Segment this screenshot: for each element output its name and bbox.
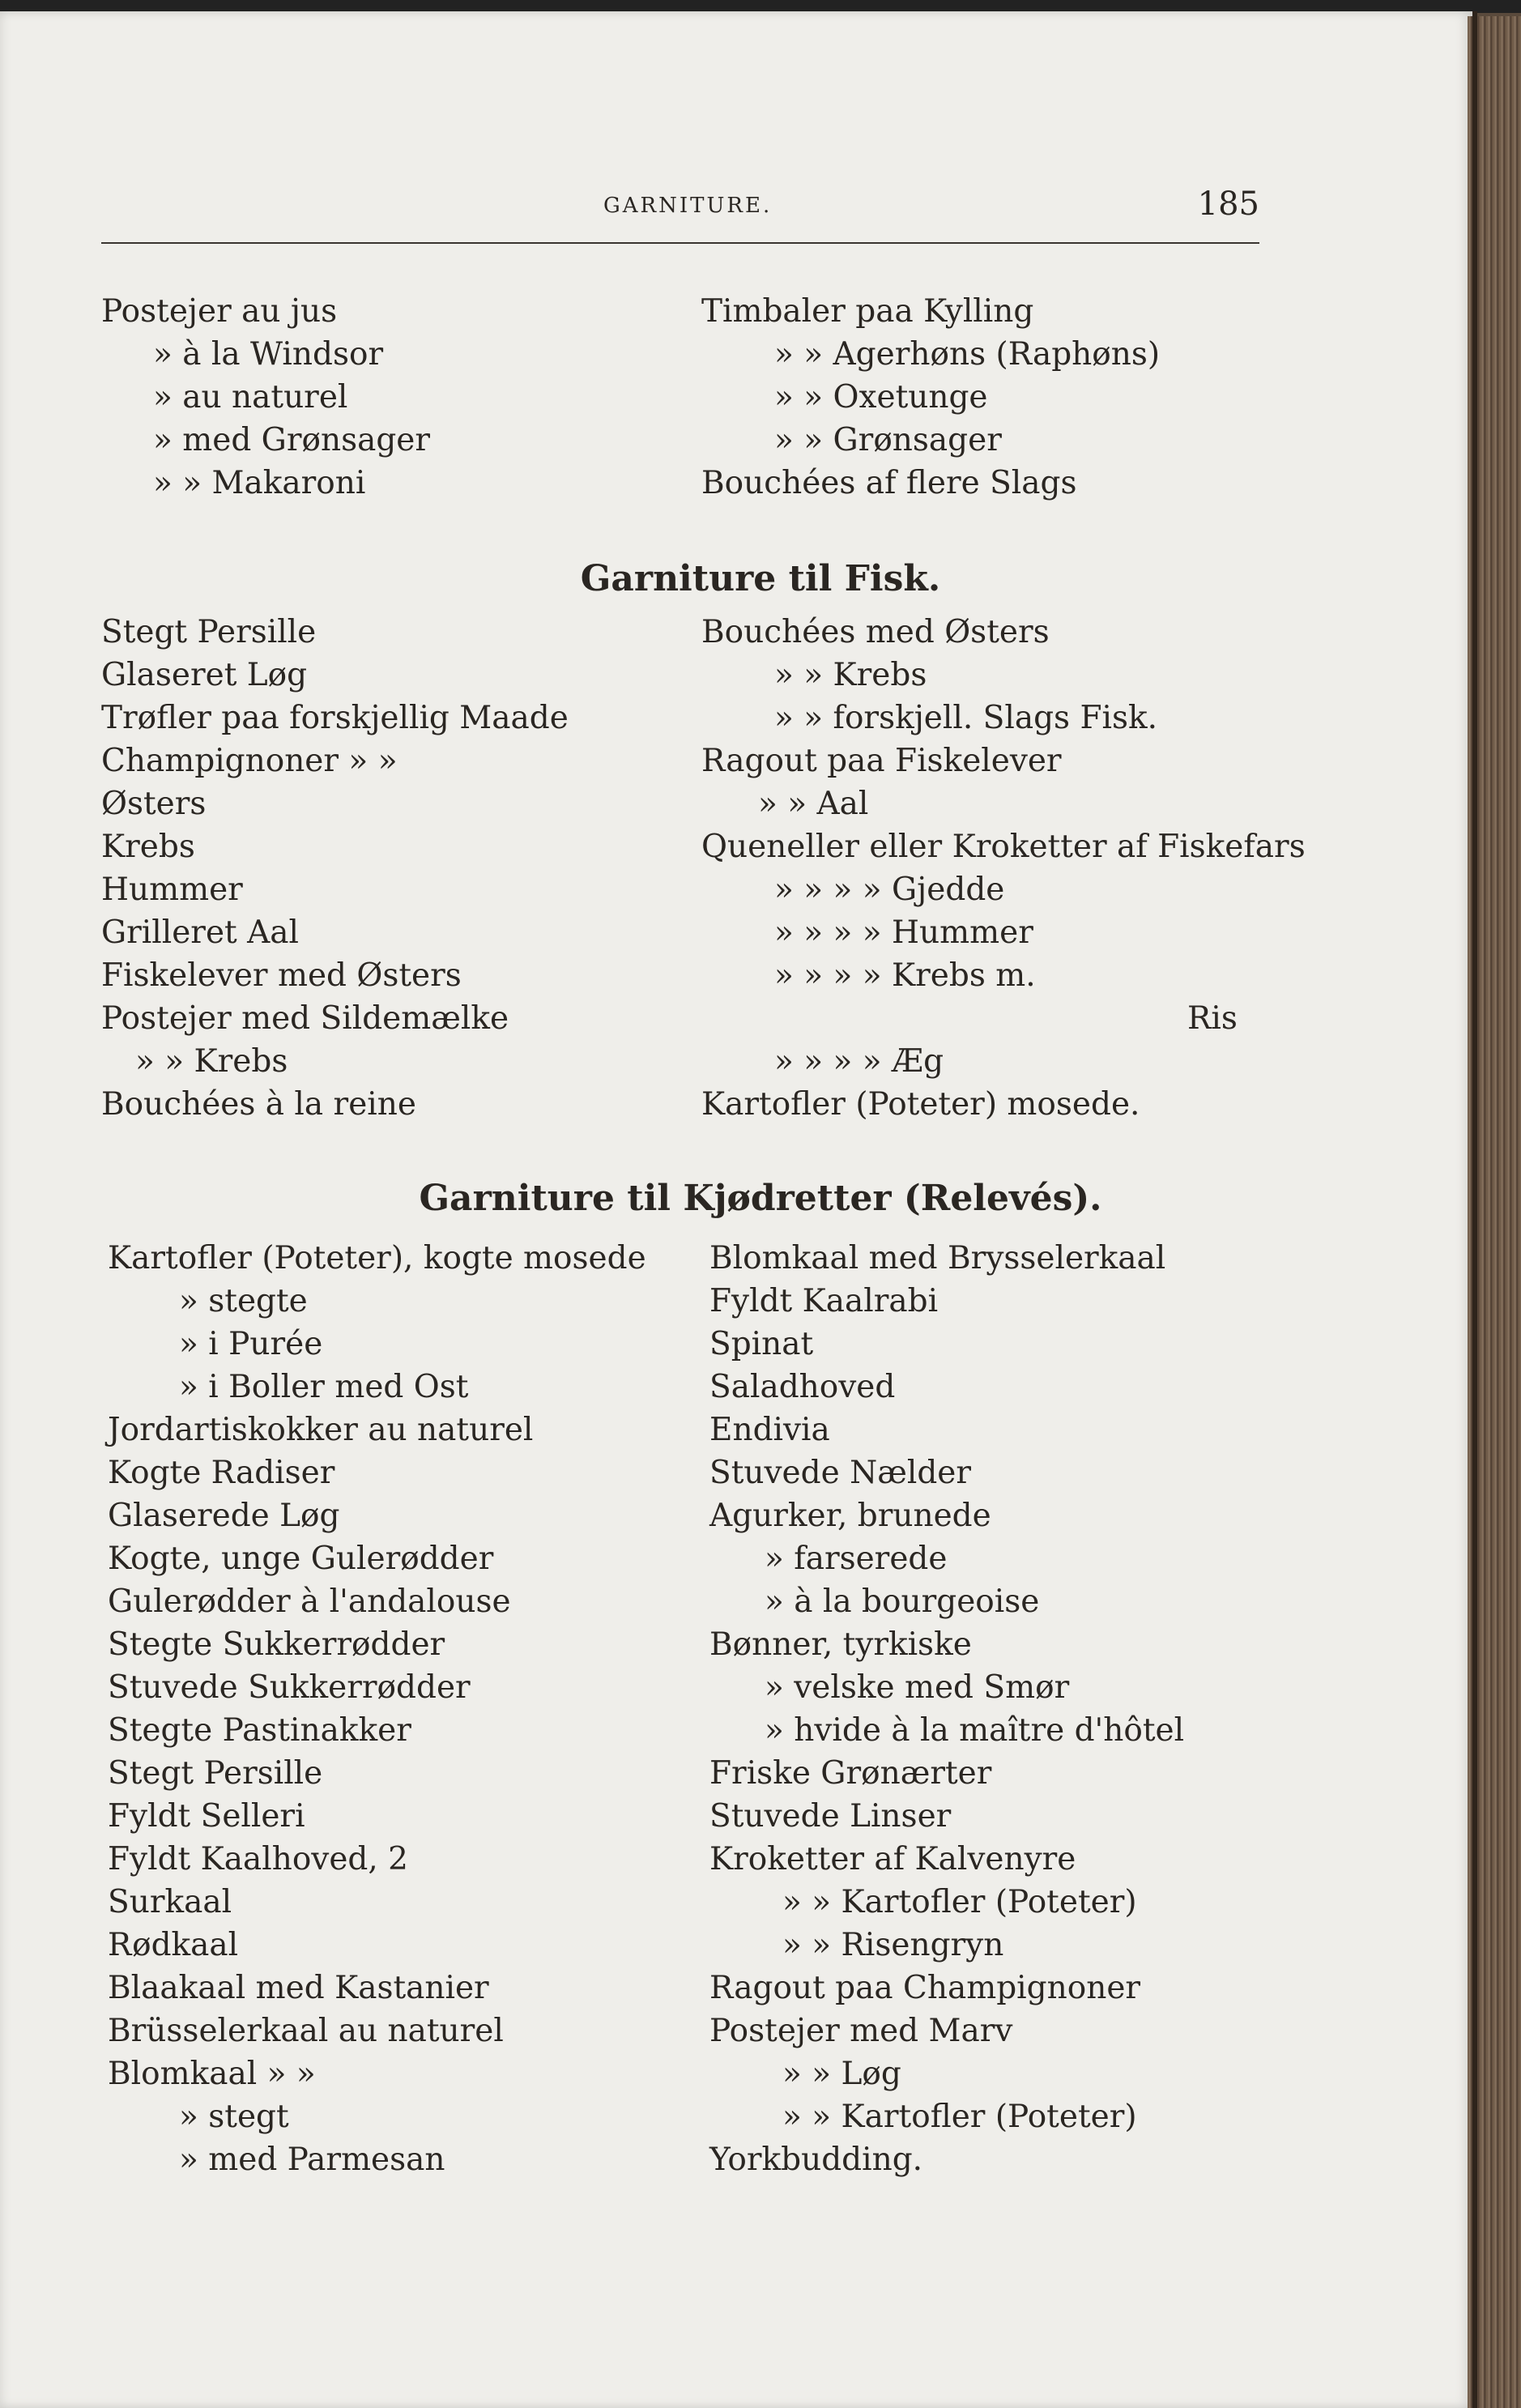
list-item: Friske Grønærter (709, 1755, 992, 1792)
list-item: » med Parmesan (179, 2142, 445, 2178)
list-item: Postejer med Sildemælke (101, 1000, 509, 1037)
list-item: Agurker, brunede (709, 1498, 991, 1534)
list-item: Østers (101, 786, 207, 822)
list-item: Stegte Pastinakker (108, 1712, 411, 1749)
list-item: Postejer au jus (101, 293, 338, 330)
list-item: » » Kartofler (Poteter) (782, 1884, 1137, 1920)
list-item: Fyldt Kaalrabi (709, 1283, 939, 1319)
list-item: Champignoner » » (101, 743, 398, 779)
section-heading-fish: Garniture til Fisk. (580, 558, 941, 599)
list-item: » » Risengryn (782, 1927, 1004, 1963)
list-item: Stegt Persille (108, 1755, 323, 1792)
list-item: Brüsselerkaal au naturel (108, 2013, 504, 2049)
section2-left-column (101, 611, 569, 1126)
list-item: Kroketter af Kalvenyre (709, 1841, 1076, 1877)
list-item: » » Makaroni (153, 465, 366, 501)
list-item: Yorkbudding. (709, 2142, 923, 2178)
section-heading-meat: Garniture til Kjødretter (Relevés). (419, 1178, 1102, 1219)
list-item: Glaserede Løg (108, 1498, 340, 1534)
list-item: » hvide à la maître d'hôtel (765, 1712, 1185, 1749)
list-item: Gulerødder à l'andalouse (108, 1583, 511, 1620)
list-item: Stuvede Linser (709, 1798, 952, 1835)
list-item: » » » » Krebs m. (774, 957, 1036, 994)
list-item: Blomkaal med Brysselerkaal (709, 1240, 1166, 1276)
list-item: Ragout paa Fiskelever (701, 743, 1062, 779)
list-item: » » Grønsager (774, 422, 1002, 458)
list-item: Stegte Sukkerrødder (108, 1626, 445, 1663)
list-item: » » » » Æg (774, 1043, 944, 1080)
list-item: » i Purée (179, 1326, 323, 1362)
list-item: Postejer med Marv (709, 2013, 1013, 2049)
list-item: » » Kartofler (Poteter) (782, 2099, 1137, 2135)
list-item: Kartofler (Poteter), kogte mosede (108, 1240, 646, 1276)
list-item: » » forskjell. Slags Fisk. (774, 700, 1158, 736)
list-item: Grilleret Aal (101, 914, 299, 951)
list-item: » à la Windsor (153, 336, 384, 373)
list-item: Ris (1187, 1000, 1238, 1037)
list-item: Blaakaal med Kastanier (108, 1970, 489, 2006)
running-header (101, 182, 1259, 231)
list-item: Trøfler paa forskjellig Maade (101, 700, 569, 736)
list-item: Blomkaal » » (108, 2056, 316, 2092)
list-item: Timbaler paa Kylling (701, 293, 1034, 330)
list-item: Ragout paa Champignoner (709, 1970, 1141, 2006)
list-item: Queneller eller Kroketter af Fiskefars (701, 829, 1306, 865)
list-item: Krebs (101, 829, 195, 865)
list-item: Stegt Persille (101, 614, 317, 650)
list-item: » » Agerhøns (Raphøns) (774, 336, 1161, 373)
list-item: Saladhoved (709, 1369, 896, 1405)
list-item: » med Grønsager (153, 422, 431, 458)
page-number: 185 (1197, 185, 1259, 223)
list-item: » » Krebs (774, 657, 927, 693)
list-item: Hummer (101, 872, 243, 908)
list-item: » » Krebs (135, 1043, 288, 1080)
list-item: Bouchées med Østers (701, 614, 1050, 650)
list-item: Endivia (709, 1412, 830, 1448)
list-item: » i Boller med Ost (179, 1369, 469, 1405)
header-rule (101, 242, 1259, 244)
list-item: » » » » Gjedde (774, 872, 1005, 908)
list-item: Spinat (709, 1326, 814, 1362)
section1-right-column (701, 290, 1160, 505)
list-item: Bouchées à la reine (101, 1086, 416, 1123)
list-item: » » Løg (782, 2056, 901, 2092)
section2-right-column (701, 611, 1306, 1126)
list-item: » farserede (765, 1541, 948, 1577)
list-item: Stuvede Nælder (709, 1455, 972, 1491)
list-item: » stegte (179, 1283, 308, 1319)
section3-left-column (108, 1237, 646, 2181)
list-item: Stuvede Sukkerrødder (108, 1669, 471, 1706)
list-item: » au naturel (153, 379, 348, 416)
list-item: Surkaal (108, 1884, 232, 1920)
list-item: Jordartiskokker au naturel (108, 1412, 534, 1448)
list-item: Fyldt Kaalhoved, 2 (108, 1841, 408, 1877)
list-item: Bouchées af flere Slags (701, 465, 1077, 501)
list-item: » velske med Smør (765, 1669, 1070, 1706)
list-item: Rødkaal (108, 1927, 239, 1963)
list-item: » à la bourgeoise (765, 1583, 1040, 1620)
list-item: » » » » Hummer (774, 914, 1033, 951)
list-item: Glaseret Løg (101, 657, 308, 693)
list-item: Fiskelever med Østers (101, 957, 462, 994)
running-title: GARNITURE. (603, 194, 773, 218)
list-item: Kogte, unge Gulerødder (108, 1541, 494, 1577)
list-item: » » Oxetunge (774, 379, 988, 416)
list-item: Fyldt Selleri (108, 1798, 305, 1835)
list-item: » » Aal (758, 786, 869, 822)
list-item: » stegt (179, 2099, 289, 2135)
list-item: Bønner, tyrkiske (709, 1626, 972, 1663)
section1-left-column (101, 290, 430, 505)
list-item: Kartofler (Poteter) mosede. (701, 1086, 1140, 1123)
section3-right-column (709, 1237, 1184, 2181)
list-item: Kogte Radiser (108, 1455, 335, 1491)
